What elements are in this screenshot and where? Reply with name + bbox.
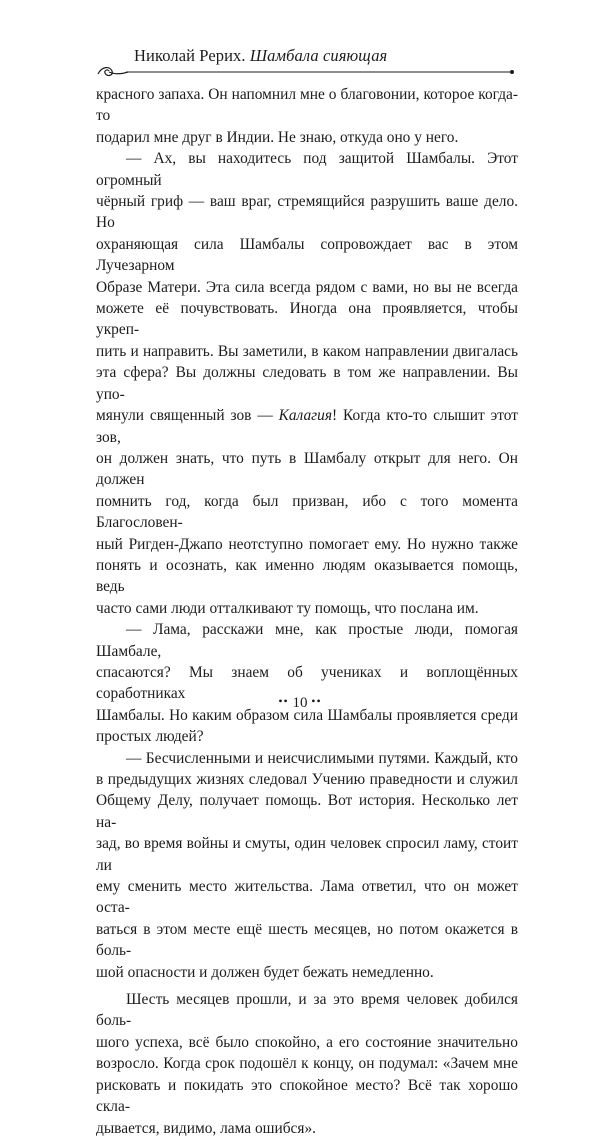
text-line: [96, 405, 518, 448]
header-author: Николай Рерих.: [134, 46, 246, 65]
footer-dots-left: ••: [278, 694, 289, 708]
emphasis-word: Калагия: [278, 407, 333, 425]
text-line: охраняющая сила Шамбалы сопровождает вас в этом Лучезарном: [96, 235, 518, 275]
text-line: в предыдущих жизнях следовал Учению праведности и служил: [96, 771, 518, 788]
text-line: простых людей?: [96, 728, 204, 746]
header-ornament-rule: [96, 62, 516, 80]
text-line: Общему Делу, получает помощь. Вот история. Несколько лет на-: [96, 792, 518, 831]
text-line: Шесть месяцев прошли, и за это время человек добился боль-: [96, 991, 518, 1030]
text-line: можете её почувствовать. Иногда она проявляется, чтобы укреп-: [96, 300, 518, 339]
text-fragment: мянули священный зов —: [96, 407, 279, 425]
text-line: — Лама, расскажи мне, как простые люди, помогая Шамбале,: [96, 621, 518, 660]
text-line: зад, во время войны и смуты, один человек спросил ламу, стоит ли: [96, 835, 518, 874]
text-line: возросло. Когда срок подошёл к концу, он подумал: «Зачем мне: [96, 1055, 518, 1073]
text-line: пить и направить. Вы заметили, в каком направлении двигалась: [96, 342, 518, 360]
text-line: дывается, видимо, лама ошибся».: [96, 1119, 317, 1137]
footer-dots-right: ••: [311, 694, 322, 708]
text-line: ный Ригден-Джапо неотступно помогает ему. Но нужно также: [96, 535, 518, 553]
text-line: чёрный гриф — ваш враг, стремящийся разрушить ваше дело. Но: [96, 193, 518, 232]
page-footer: [0, 694, 600, 712]
text-line: ему сменить место жительства. Лама ответил, что он может оста-: [96, 878, 518, 917]
text-line: понять и осознать, как именно людям оказывается помощь, ведь: [96, 556, 518, 596]
text-line: спасаются? Мы знаем об учениках и воплощённых соработниках: [96, 663, 518, 703]
text-line: красного запаха. Он напомнил мне о благовонии, которое когда-то: [96, 86, 518, 125]
text-line: Шамбалы. Но каким образом сила Шамбалы проявляется среди: [96, 706, 518, 724]
text-line: он должен знать, что путь в Шамбалу открыт для него. Он должен: [96, 449, 518, 489]
text-fragment: ! Когда кто-то слышит этот зов,: [96, 407, 518, 446]
text-line: шой опасности и должен будет бежать немедленно.: [96, 963, 434, 981]
text-line: помнить год, когда был призван, ибо с того момента Благословен-: [96, 492, 518, 532]
text-line: шого успеха, всё было спокойно, а его состояние значительно: [96, 1033, 518, 1051]
page-body: [96, 84, 518, 1139]
running-header: [96, 40, 516, 80]
text-line: подарил мне друг в Индии. Не знаю, откуда оно у него.: [96, 128, 459, 146]
text-line: эта сфера? Вы должны следовать в том же направлении. Вы упо-: [96, 364, 518, 403]
page-number: 10: [292, 695, 308, 711]
text-line: часто сами люди отталкивают ту помощь, что послана им.: [96, 599, 479, 617]
text-line: Образе Матери. Эта сила всегда рядом с вами, но вы не всегда: [96, 278, 518, 296]
text-line: рисковать и покидать это спокойное место? Всё так хорошо скла-: [96, 1076, 518, 1116]
text-line: — Ах, вы находитесь под защитой Шамбалы. Этот огромный: [96, 150, 518, 189]
text-line: ваться в этом месте ещё шесть месяцев, но потом окажется в боль-: [96, 920, 518, 960]
text-line: — Бесчисленными и неисчислимыми путями. Каждый, кто: [126, 749, 518, 767]
header-book-title: Шамбала сияющая: [249, 46, 388, 65]
